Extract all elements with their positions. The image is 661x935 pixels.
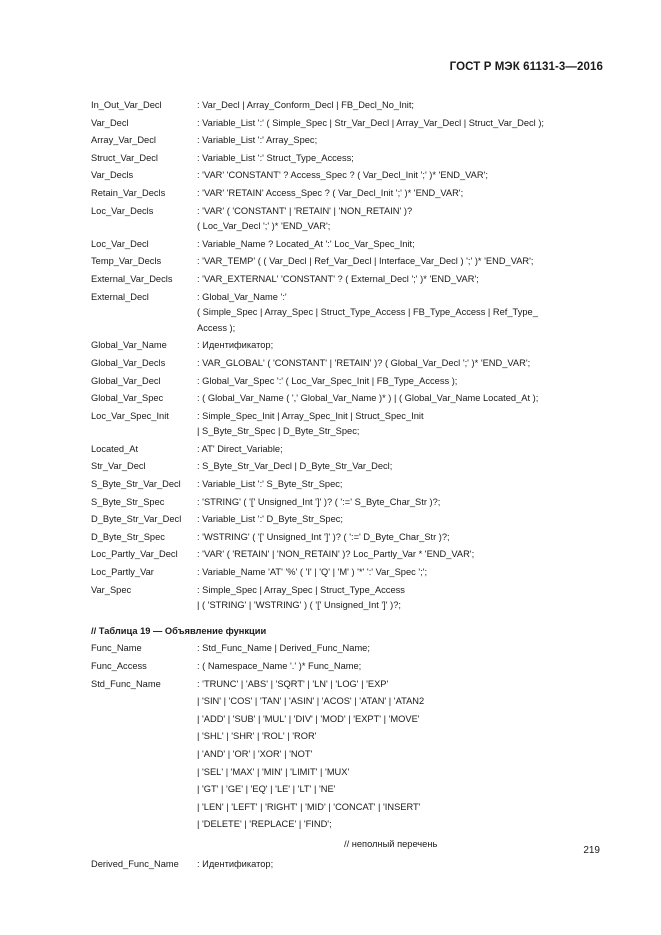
grammar-rule bbox=[91, 458, 601, 476]
rule-definition bbox=[197, 856, 601, 874]
rule-name: Func_Name bbox=[91, 643, 142, 654]
definition-line: : Global_Var_Spec ':' ( Loc_Var_Spec_Init | FB_Type_Access ); bbox=[197, 375, 458, 386]
standard-header: ГОСТ Р МЭК 61131-3—2016 bbox=[449, 61, 603, 73]
rule-definition bbox=[197, 390, 601, 408]
rule-definition bbox=[197, 728, 601, 746]
grammar-rule bbox=[91, 373, 601, 391]
rule-definition bbox=[197, 185, 601, 203]
rule-name: Std_Func_Name bbox=[91, 678, 161, 689]
grammar-rule bbox=[91, 337, 601, 355]
rule-definition bbox=[197, 355, 601, 373]
rule-name: Loc_Var_Decl bbox=[91, 238, 149, 249]
rule-definition bbox=[197, 150, 601, 168]
definition-line: Access ); bbox=[197, 322, 236, 333]
grammar-rule bbox=[91, 746, 601, 764]
rule-definition bbox=[197, 253, 601, 271]
grammar-rule bbox=[91, 676, 601, 694]
rule-name: Global_Var_Decl bbox=[91, 375, 161, 386]
grammar-rule bbox=[91, 529, 601, 547]
grammar-rule bbox=[91, 640, 601, 658]
rule-name: External_Decl bbox=[91, 291, 149, 302]
rule-definition bbox=[197, 132, 601, 150]
rule-definition bbox=[197, 511, 601, 529]
grammar-block-variables bbox=[91, 97, 601, 615]
grammar-rule bbox=[91, 355, 601, 373]
rule-definition bbox=[197, 693, 601, 711]
rule-definition bbox=[197, 458, 601, 476]
definition-line: | 'SHL' | 'SHR' | 'ROL' | 'ROR' bbox=[197, 731, 317, 742]
grammar-rule bbox=[91, 115, 601, 133]
rule-name bbox=[91, 799, 197, 817]
definition-line: : VAR_GLOBAL' ( 'CONSTANT' | 'RETAIN' )? ( Global_Var_Decl ';' )* 'END_VAR'; bbox=[197, 357, 531, 368]
rule-name bbox=[91, 816, 197, 834]
rule-definition bbox=[197, 97, 601, 115]
grammar-rule bbox=[91, 494, 601, 512]
rule-definition bbox=[197, 441, 601, 459]
rule-definition bbox=[197, 115, 601, 133]
rule-definition bbox=[197, 781, 601, 799]
grammar-rule bbox=[91, 764, 601, 782]
rule-name: Global_Var_Name bbox=[91, 340, 167, 351]
definition-line: : 'VAR' ( 'CONSTANT' | 'RETAIN' | 'NON_RETAIN' )? bbox=[197, 205, 413, 216]
definition-line: ( Loc_Var_Decl ';' )* 'END_VAR'; bbox=[197, 221, 331, 232]
definition-line: : Simple_Spec_Init | Array_Spec_Init | Struct_Spec_Init bbox=[197, 410, 424, 421]
rule-name: Var_Decl bbox=[91, 117, 129, 128]
rule-name: Str_Var_Decl bbox=[91, 461, 146, 472]
grammar-rule bbox=[91, 132, 601, 150]
rule-name: Loc_Var_Decls bbox=[91, 205, 154, 216]
grammar-rule bbox=[91, 253, 601, 271]
definition-line: : Global_Var_Name ':' bbox=[197, 291, 287, 302]
rule-definition bbox=[197, 271, 601, 289]
definition-line: : S_Byte_Str_Var_Decl | D_Byte_Str_Var_Decl; bbox=[197, 461, 393, 472]
definition-line: | 'DELETE' | 'REPLACE' | 'FIND'; bbox=[197, 819, 332, 830]
definition-line: | 'SEL' | 'MAX' | 'MIN' | 'LIMIT' | 'MUX' bbox=[197, 766, 350, 777]
definition-line: : Идентификатор; bbox=[197, 858, 274, 869]
grammar-rule bbox=[91, 476, 601, 494]
rule-definition bbox=[197, 816, 601, 834]
rule-name: Derived_Func_Name bbox=[91, 858, 179, 869]
grammar-rule bbox=[91, 271, 601, 289]
rule-name: Global_Var_Decls bbox=[91, 357, 166, 368]
rule-name bbox=[91, 693, 197, 711]
rule-definition bbox=[197, 337, 601, 355]
rule-definition bbox=[197, 408, 601, 441]
rule-name: Retain_Var_Decls bbox=[91, 187, 166, 198]
rule-definition bbox=[197, 167, 601, 185]
rule-definition bbox=[197, 711, 601, 729]
definition-line: : 'VAR_TEMP' ( ( Var_Decl | Ref_Var_Decl | Interface_Var_Decl ) ';' )* 'END_VAR'; bbox=[197, 256, 534, 267]
rule-definition bbox=[197, 289, 601, 338]
grammar-rule bbox=[91, 856, 601, 874]
definition-line: | 'ADD' | 'SUB' | 'MUL' | 'DIV' | 'MOD' | 'EXPT' | 'MOVE' bbox=[197, 713, 420, 724]
definition-line: : ( Global_Var_Name ( ',' Global_Var_Name )* ) | ( Global_Var_Name Located_At ); bbox=[197, 393, 539, 404]
grammar-rule bbox=[91, 236, 601, 254]
definition-line: | 'LEN' | 'LEFT' | 'RIGHT' | 'MID' | 'CONCAT' | 'INSERT' bbox=[197, 801, 421, 812]
definition-line: : Variable_Name 'AT' '%' ( 'I' | 'Q' | 'M' ) '*' ':' Var_Spec ';'; bbox=[197, 567, 428, 578]
rule-name bbox=[91, 764, 197, 782]
grammar-rule bbox=[91, 203, 601, 236]
definition-line: | 'GT' | 'GE' | 'EQ' | 'LE' | 'LT' | 'NE' bbox=[197, 784, 336, 795]
grammar-rule bbox=[91, 781, 601, 799]
rule-definition bbox=[197, 564, 601, 582]
grammar-rule bbox=[91, 546, 601, 564]
grammar-rule bbox=[91, 390, 601, 408]
rule-definition bbox=[197, 676, 601, 694]
section-title: // Таблица 19 — Объявление функции bbox=[91, 625, 267, 636]
definition-line: : Идентификатор; bbox=[197, 340, 274, 351]
rule-name: Temp_Var_Decls bbox=[91, 256, 162, 267]
grammar-block-functions bbox=[91, 640, 601, 834]
grammar-rule bbox=[91, 658, 601, 676]
grammar-rule bbox=[91, 167, 601, 185]
rule-definition bbox=[197, 582, 601, 615]
grammar-rule bbox=[91, 799, 601, 817]
definition-line: : 'TRUNC' | 'ABS' | 'SQRT' | 'LN' | 'LOG' | 'EXP' bbox=[197, 678, 389, 689]
rule-definition bbox=[197, 764, 601, 782]
grammar-rule bbox=[91, 441, 601, 459]
rule-definition bbox=[197, 203, 601, 236]
definition-line: | 'AND' | 'OR' | 'XOR' | 'NOT' bbox=[197, 748, 313, 759]
definition-line: : 'WSTRING' ( '[' Unsigned_Int ']' )? ( ':=' D_Byte_Char_Str )?; bbox=[197, 531, 450, 542]
rule-definition bbox=[197, 658, 601, 676]
rule-name: In_Out_Var_Decl bbox=[91, 100, 162, 110]
rule-name: Loc_Partly_Var bbox=[91, 567, 154, 578]
definition-line: : Variable_List ':' S_Byte_Str_Spec; bbox=[197, 479, 343, 490]
definition-line: ( Simple_Spec | Array_Spec | Struct_Type_Access | FB_Type_Access | Ref_Type_ bbox=[197, 307, 538, 318]
grammar-block-derived bbox=[91, 856, 601, 874]
rule-name: Global_Var_Spec bbox=[91, 393, 164, 404]
rule-definition bbox=[197, 529, 601, 547]
definition-line: : Var_Decl | Array_Conform_Decl | FB_Decl_No_Init; bbox=[197, 100, 415, 110]
definition-line: : ( Namespace_Name '.' )* Func_Name; bbox=[197, 661, 362, 671]
grammar-rule bbox=[91, 693, 601, 711]
grammar-rule bbox=[91, 511, 601, 529]
grammar-rule bbox=[91, 564, 601, 582]
definition-line: : 'VAR' 'RETAIN' Access_Spec ? ( Var_Decl_Init ';' )* 'END_VAR'; bbox=[197, 187, 464, 198]
rule-definition bbox=[197, 799, 601, 817]
definition-line: | ( 'STRING' | 'WSTRING' ) ( '[' Unsigned_Int ']' )?; bbox=[197, 600, 401, 611]
rule-definition bbox=[197, 476, 601, 494]
definition-line: : Variable_List ':' Array_Spec; bbox=[197, 135, 318, 146]
rule-definition bbox=[197, 373, 601, 391]
rule-definition bbox=[197, 746, 601, 764]
rule-definition bbox=[197, 546, 601, 564]
definition-line: : 'VAR' 'CONSTANT' ? Access_Spec ? ( Var_Decl_Init ';' )* 'END_VAR'; bbox=[197, 170, 488, 181]
rule-name: Array_Var_Decl bbox=[91, 135, 156, 146]
rule-name: S_Byte_Str_Var_Decl bbox=[91, 479, 181, 490]
rule-name: Loc_Var_Spec_Init bbox=[91, 410, 169, 421]
grammar-rule bbox=[91, 185, 601, 203]
grammar-rule bbox=[91, 711, 601, 729]
rule-name: Struct_Var_Decl bbox=[91, 152, 158, 163]
rule-name: D_Byte_Str_Spec bbox=[91, 531, 165, 542]
definition-line: : 'VAR' ( 'RETAIN' | 'NON_RETAIN' )? Loc_Partly_Var * 'END_VAR'; bbox=[197, 549, 475, 560]
definition-line: : 'VAR_EXTERNAL' 'CONSTANT' ? ( External_Decl ';' )* 'END_VAR'; bbox=[197, 273, 479, 284]
grammar-rule bbox=[91, 728, 601, 746]
rule-name bbox=[91, 728, 197, 746]
grammar-rule bbox=[91, 582, 601, 615]
rule-name bbox=[91, 781, 197, 799]
rule-definition bbox=[197, 640, 601, 658]
rule-definition bbox=[197, 236, 601, 254]
rule-name: D_Byte_Str_Var_Decl bbox=[91, 514, 182, 525]
rule-name: Located_At bbox=[91, 443, 139, 454]
grammar-content bbox=[91, 97, 601, 873]
rule-definition bbox=[197, 494, 601, 512]
rule-name: Loc_Partly_Var_Decl bbox=[91, 549, 178, 560]
definition-line: : Variable_List ':' D_Byte_Str_Spec; bbox=[197, 514, 344, 525]
definition-line: : AT' Direct_Variable; bbox=[197, 443, 283, 454]
grammar-rule bbox=[91, 408, 601, 441]
rule-name: External_Var_Decls bbox=[91, 273, 173, 284]
definition-line: | 'SIN' | 'COS' | 'TAN' | 'ASIN' | 'ACOS' | 'ATAN' | 'ATAN2 bbox=[197, 696, 425, 707]
rule-name bbox=[91, 711, 197, 729]
definition-line: : 'STRING' ( '[' Unsigned_Int ']' )? ( ':=' S_Byte_Char_Str )?; bbox=[197, 496, 441, 507]
page-number: 219 bbox=[583, 845, 600, 856]
grammar-rule bbox=[91, 97, 601, 115]
rule-name bbox=[91, 746, 197, 764]
rule-name: Var_Decls bbox=[91, 170, 134, 181]
grammar-rule bbox=[91, 289, 601, 338]
grammar-rule bbox=[91, 150, 601, 168]
rule-name: Func_Access bbox=[91, 661, 147, 671]
incomplete-list-note: // неполный перечень bbox=[344, 838, 438, 849]
definition-line: : Variable_Name ? Located_At ':' Loc_Var_Spec_Init; bbox=[197, 238, 415, 249]
definition-line: | S_Byte_Str_Spec | D_Byte_Str_Spec; bbox=[197, 426, 360, 437]
rule-name: Var_Spec bbox=[91, 584, 132, 595]
rule-name: S_Byte_Str_Spec bbox=[91, 496, 165, 507]
definition-line: : Simple_Spec | Array_Spec | Struct_Type_Access bbox=[197, 584, 405, 595]
definition-line: : Variable_List ':' ( Simple_Spec | Str_Var_Decl | Array_Var_Decl | Struct_Var_Decl ); bbox=[197, 117, 544, 128]
definition-line: : Variable_List ':' Struct_Type_Access; bbox=[197, 152, 354, 163]
definition-line: : Std_Func_Name | Derived_Func_Name; bbox=[197, 643, 370, 654]
grammar-rule bbox=[91, 816, 601, 834]
